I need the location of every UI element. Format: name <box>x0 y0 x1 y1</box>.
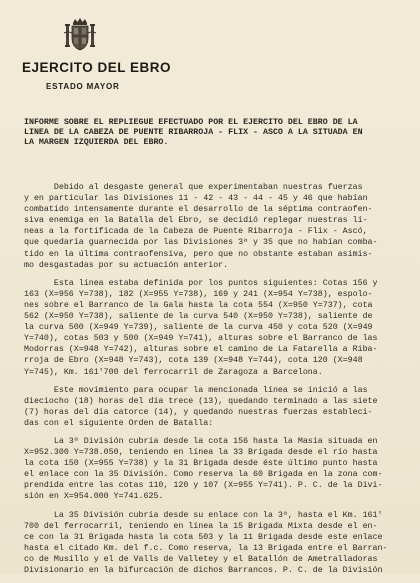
text-line: y en particular las Divisiones 11 - 42 - 43 - 44 - 45 y 46 que habían <box>24 194 368 204</box>
text-line: Y=745), Km. 161'700 del ferrocarril de Zaragoza a Barcelona. <box>24 367 323 377</box>
text-line: das con el siguiente Orden de Batalla: <box>24 418 214 428</box>
text-line: ce con la 31 Brigada hasta la cota 503 y la 11 Brigada desde este enlace <box>24 532 383 542</box>
text-line: tido en la última contraofensiva, pero que no obstante estaban asimis- <box>24 249 373 259</box>
text-line: 163 (X=956 Y=738), 182 (X=955 Y=738), 169 y 241 (X=954 Y=738), espolo- <box>24 289 373 299</box>
text-line: hasta el citado Km. del f.c. Como reserva, la 13 Brigada entre el Barran- <box>24 543 388 553</box>
text-line: Modorras (X=948 Y=742), alturas sobre el camino de La Fatarella a Riba- <box>24 345 378 355</box>
subject-line: INFORME SOBRE EL REPLIEGUE EFECTUADO POR EL EJERCITO DEL EBRO DE LA <box>24 118 358 127</box>
text-line: la cota 150 (X=955 Y=738) y la 31 Brigada desde éste último punto hasta <box>24 459 378 469</box>
text-line: co de Musillo y el de Valls de Valletey y el Batallón de Ametralladoras <box>24 554 378 564</box>
text-line: siva enemiga en la Batalla del Ebro, se decidió replegar nuestras lí- <box>24 216 368 226</box>
subject-line: LA MARGEN IZQUIERDA DEL EBRO. <box>24 138 169 148</box>
text-line: Divisionario en la bifurcación de dichos Barrancos. P. C. de la División <box>24 566 383 575</box>
text-line: Este movimiento para ocupar la mencionada línea se inició a las <box>24 385 368 395</box>
paragraph-35th-division <box>24 510 420 577</box>
text-line: que quedaría guarnecida por las Divisiones 3ª y 35 que no habían comba- <box>24 238 378 248</box>
text-line: (7) horas del día catorce (14), y quedando nuestras fuerzas estableci- <box>24 407 373 417</box>
text-line: La 3ª División cubría desde la cota 156 hasta la Masía situada en <box>24 436 378 446</box>
staff-subtitle: ESTADO MAYOR <box>46 82 120 91</box>
text-line: La 35 División cubría desde su enlace con la 3ª, hasta el Km. 161' <box>24 510 383 520</box>
text-line: mo desgastadas por su actuación anterior. <box>24 260 229 270</box>
text-line: nes sobre el Barranco de la Gala hasta la cota 554 (X=950 Y=737), cota <box>24 300 373 310</box>
text-line: rroja de Ebro (X=948 Y=743), cota 139 (X=948 Y=744), cota 120 (X=948 <box>24 356 363 366</box>
text-line: la curva 500 (X=949 Y=739), saliente de la curva 450 y cota 520 (X=949 <box>24 323 373 333</box>
paragraph-3rd-division <box>24 436 420 503</box>
report-body <box>24 182 420 583</box>
text-line: 700 del ferrocarril, teniendo en línea la 15 Brigada Mixta desde el en- <box>24 521 378 531</box>
text-line: neas a la fortificada de la Cabeza de Puente Ribarroja - Flix - Ascó, <box>24 227 368 237</box>
text-line: sión en X=954.000 Y=741.625. <box>24 492 164 502</box>
paragraph-line-definition <box>24 278 420 378</box>
text-line: Debido al desgaste general que experimentaban nuestras fuerzas <box>24 183 363 192</box>
text-line: 562 (X=950 Y=738), saliente de la curva 540 (X=950 Y=738), saliente de <box>24 312 373 322</box>
subject-line: LINEA DE LA CABEZA DE PUENTE RIBARROJA - FLIX - ASCO A LA SITUADA EN <box>24 128 363 138</box>
text-line: prendida entre las cotas 110, 120 y 107 (X=955 Y=741). P. C. de la Divi- <box>24 481 383 491</box>
paragraph-movement <box>24 385 420 429</box>
report-subject <box>24 118 416 149</box>
text-line: X=952.300 Y=738.050, teniendo en línea la 33 Brigada desde el río hasta <box>24 448 378 458</box>
text-line: combatido intensamente durante el desarrollo de la séptima contraofen- <box>24 205 373 215</box>
text-line: Esta línea estaba definida por los puntos siguientes: Cotas 156 y <box>24 278 378 288</box>
text-line: Y=740), cotas 503 y 500 (X=949 Y=741), alturas sobre el Barranco de las <box>24 334 378 344</box>
army-title: EJERCITO DEL EBRO <box>22 60 172 75</box>
paragraph-attrition <box>24 182 420 271</box>
text-line: el enlace con la 35 División. Como reserva la 60 Brigada en la zona com- <box>24 470 383 480</box>
text-line: dieciocho (18) horas del día trece (13), quedando terminado a las siete <box>24 396 378 406</box>
coat-of-arms-icon <box>62 16 98 52</box>
